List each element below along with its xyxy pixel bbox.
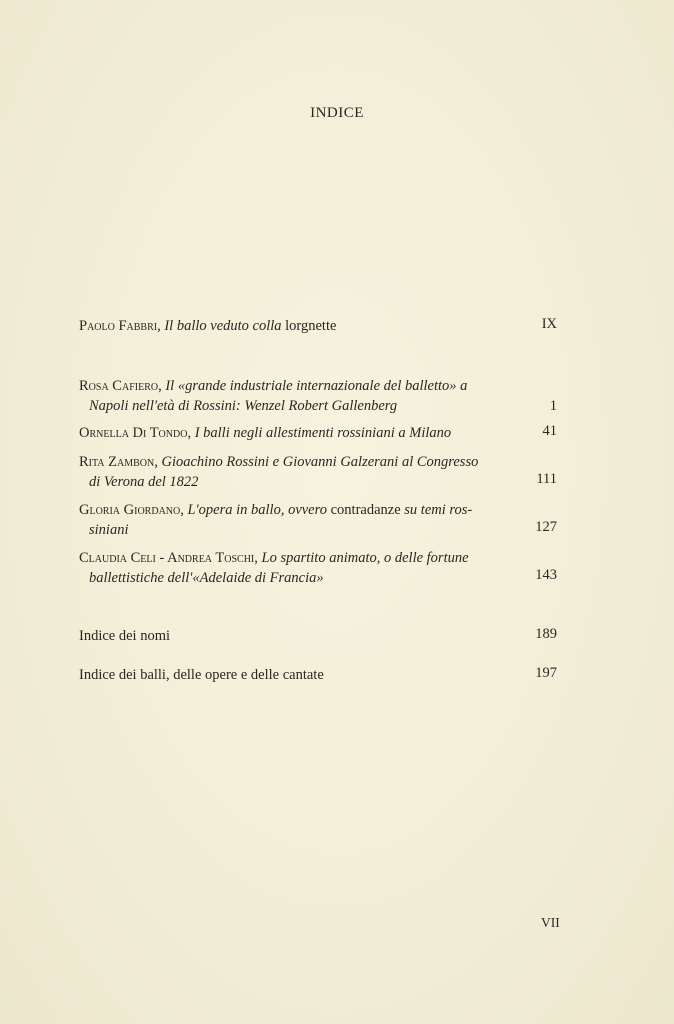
toc-line: Claudia Celi - Andrea Toschi, Lo spartito animato, o delle fortune (79, 550, 469, 566)
toc-page-number: 197 (535, 665, 557, 681)
toc-line: Rita Zambon, Gioachino Rossini e Giovanni Galzerani al Congresso (79, 454, 479, 470)
toc-page-number: 189 (535, 626, 557, 642)
toc-author: Ornella Di Tondo (79, 425, 188, 441)
toc-line: Rosa Cafiero, Il «grande industriale internazionale del balletto» a (79, 378, 468, 394)
toc-author: Rosa Cafiero (79, 378, 159, 394)
toc-entry-text (79, 500, 511, 540)
toc-title-continuation: siniani (89, 522, 129, 538)
toc-title: Lo spartito animato, o delle fortune (261, 550, 469, 566)
toc-label: Indice dei nomi (79, 628, 171, 644)
toc-entry-di-tondo (79, 423, 559, 443)
toc-entry-text (79, 665, 511, 685)
toc-author: Gloria Giordano (79, 502, 181, 518)
toc-title: Gioachino Rossini e Giovanni Galzerani al Congresso (161, 454, 479, 470)
toc-entry-cafiero (79, 376, 559, 416)
page-title: INDICE (310, 105, 364, 121)
toc-page-number: 127 (535, 519, 557, 535)
toc-entry-text (79, 626, 511, 646)
toc-entry-zambon (79, 452, 559, 492)
toc-title: L'opera in ballo, ovvero (187, 502, 327, 518)
toc-entry-text (79, 376, 511, 416)
toc-title-roman: contradanze (330, 502, 401, 518)
toc-page-number: 41 (542, 423, 557, 439)
toc-author: Claudia Celi - Andrea Toschi (79, 550, 255, 566)
toc-page-number: 111 (536, 471, 557, 487)
toc-title-roman: lorgnette (285, 318, 337, 334)
toc-author: Rita Zambon (79, 454, 155, 470)
toc-entry-giordano (79, 500, 559, 540)
toc-label: Indice dei balli, delle opere e delle cantate (79, 667, 324, 683)
toc-author: Paolo Fabbri (79, 318, 158, 334)
toc-entry-index-names (79, 626, 559, 646)
toc-entry-celi-toschi (79, 548, 559, 588)
toc-title: I balli negli allestimenti rossiniani a Milano (194, 425, 452, 441)
toc-line: Ornella Di Tondo, I balli negli allestimenti rossiniani a Milano (79, 425, 452, 441)
toc-title: Il ballo veduto colla (164, 318, 282, 334)
toc-title-continuation: ballettistiche dell'«Adelaide di Francia» (89, 570, 324, 586)
toc-page-number: 1 (549, 398, 557, 414)
toc-line: Paolo Fabbri, Il ballo veduto colla lorgnette (79, 318, 337, 334)
toc-entry-text (79, 316, 511, 336)
toc-title-tail: su temi ros- (404, 502, 473, 518)
toc-entry-text (79, 452, 511, 492)
toc-title-continuation: Napoli nell'età di Rossini: Wenzel Robert Gallenberg (89, 398, 398, 414)
toc-title-continuation: di Verona del 1822 (89, 474, 199, 490)
toc-title: Il «grande industriale internazionale del balletto» a (165, 378, 468, 394)
toc-entry-fabbri (79, 316, 559, 336)
page-folio: VII (541, 915, 560, 930)
toc-entry-text (79, 423, 511, 443)
toc-entry-text (79, 548, 511, 588)
toc-page-number: 143 (535, 567, 557, 583)
toc-line: Gloria Giordano, L'opera in ballo, ovvero contradanze su temi ros- (79, 502, 473, 518)
toc-entry-index-works (79, 665, 559, 685)
toc-page-number: IX (541, 316, 557, 332)
